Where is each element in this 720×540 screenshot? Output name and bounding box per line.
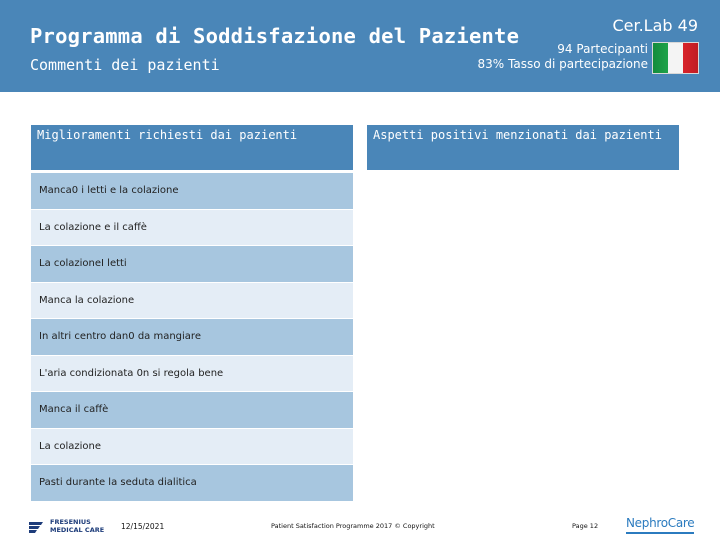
participants-count: 94 Partecipanti [557,42,648,56]
italy-flag-icon [652,42,699,74]
page-number: Page 12 [572,522,599,530]
nephrocare-logo: NephroCare [626,516,695,530]
page-title: Programma di Soddisfazione del Paziente [30,24,520,48]
header-banner [0,0,720,92]
footer [0,510,720,540]
list-item: Manca0 i letti e la colazione [31,173,353,210]
participation-rate: 83% Tasso di partecipazione [477,57,648,71]
footer-copyright: Patient Satisfaction Programme 2017 © Copyright [271,522,435,530]
improvements-list [31,173,353,502]
nephrocare-underline [626,532,694,534]
list-item: La colazione [31,429,353,466]
list-item: Manca la colazione [31,283,353,320]
list-item: La colazioneI letti [31,246,353,283]
list-item: Pasti durante la seduta dialitica [31,465,353,502]
positives-header: Aspetti positivi menzionati dai pazienti [367,125,679,170]
page-subtitle: Commenti dei pazienti [30,56,220,74]
fresenius-wordmark: FRESENIUS MEDICAL CARE [50,518,105,534]
list-item: In altri centro dan0 da mangiare [31,319,353,356]
list-item: Manca il caffè [31,392,353,429]
fresenius-logo [28,517,108,537]
center-name: Cer.Lab 49 [612,16,698,35]
footer-date: 12/15/2021 [121,522,165,531]
list-item: La colazione e il caffè [31,210,353,247]
improvements-header: Miglioramenti richiesti dai pazienti [31,125,353,170]
list-item: L'aria condizionata 0n si regola bene [31,356,353,393]
fresenius-mark-icon [28,519,44,535]
